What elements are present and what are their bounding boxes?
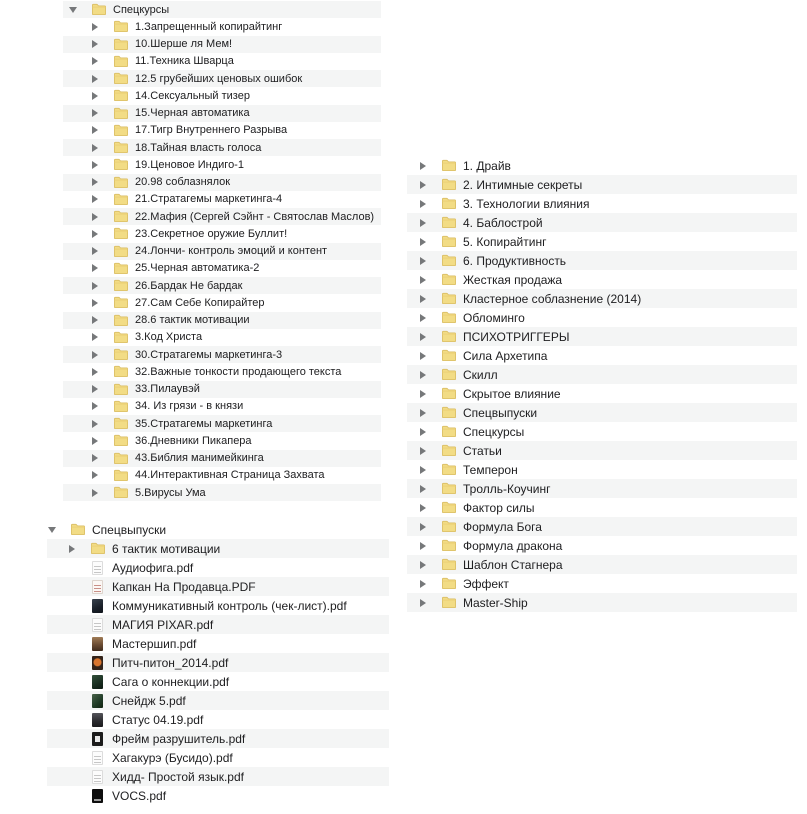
folder-icon bbox=[112, 210, 129, 223]
file-icon bbox=[89, 694, 106, 708]
folder-icon bbox=[112, 141, 129, 154]
disclosure-closed-icon[interactable] bbox=[91, 368, 100, 376]
file-thumbnail-navy bbox=[92, 599, 103, 613]
folder-icon bbox=[69, 523, 86, 536]
disclosure-closed-icon[interactable] bbox=[419, 295, 428, 303]
file-thumbnail-docred bbox=[92, 580, 103, 594]
folder-row[interactable] bbox=[407, 175, 797, 194]
disclosure-closed-icon[interactable] bbox=[91, 437, 100, 445]
folder-icon bbox=[440, 425, 457, 438]
folder-row[interactable] bbox=[407, 498, 797, 517]
folder-row[interactable] bbox=[63, 294, 381, 311]
file-row[interactable] bbox=[47, 672, 389, 691]
file-icon bbox=[89, 637, 106, 651]
file-thumbnail-black bbox=[92, 789, 103, 803]
folder-row[interactable] bbox=[407, 479, 797, 498]
row-label: VOCS.pdf bbox=[112, 788, 167, 803]
row-label: 3.Код Христа bbox=[135, 331, 203, 344]
disclosure-closed-icon[interactable] bbox=[91, 333, 100, 341]
row-label: Скилл bbox=[463, 367, 498, 382]
row-label: 14.Сексуальный тизер bbox=[135, 89, 250, 102]
row-label: 6 тактик мотивации bbox=[112, 541, 221, 556]
folder-icon bbox=[112, 20, 129, 33]
folder-icon bbox=[440, 235, 457, 248]
row-label: Фактор силы bbox=[463, 500, 535, 515]
folder-icon bbox=[112, 55, 129, 68]
file-icon bbox=[89, 580, 106, 594]
disclosure-closed-icon[interactable] bbox=[91, 489, 100, 497]
disclosure-closed-icon[interactable] bbox=[419, 409, 428, 417]
folder-row[interactable] bbox=[63, 105, 381, 122]
row-label: Эффект bbox=[463, 576, 509, 591]
row-label: Шаблон Стагнера bbox=[463, 557, 563, 572]
disclosure-closed-icon[interactable] bbox=[91, 144, 100, 152]
folder-row[interactable] bbox=[407, 555, 797, 574]
disclosure-closed-icon[interactable] bbox=[68, 545, 77, 553]
file-row[interactable] bbox=[47, 558, 389, 577]
folder-row[interactable] bbox=[63, 122, 381, 139]
disclosure-closed-icon[interactable] bbox=[91, 454, 100, 462]
file-row[interactable] bbox=[47, 596, 389, 615]
row-label: Master-Ship bbox=[463, 595, 528, 610]
folder-icon bbox=[112, 38, 129, 51]
file-thumbnail-green2 bbox=[92, 694, 103, 708]
row-label: 26.Бардак Не бардак bbox=[135, 279, 243, 292]
file-row[interactable] bbox=[47, 767, 389, 786]
row-label: Кластерное соблазнение (2014) bbox=[463, 291, 642, 306]
folder-row[interactable] bbox=[407, 327, 797, 346]
row-label: 20.98 соблазнялок bbox=[135, 176, 231, 189]
disclosure-closed-icon[interactable] bbox=[419, 219, 428, 227]
folder-icon bbox=[440, 197, 457, 210]
folder-row[interactable] bbox=[63, 346, 381, 363]
row-label: Аудиофига.pdf bbox=[112, 560, 194, 575]
disclosure-closed-icon[interactable] bbox=[419, 504, 428, 512]
disclosure-closed-icon[interactable] bbox=[91, 126, 100, 134]
disclosure-closed-icon[interactable] bbox=[91, 316, 100, 324]
disclosure-closed-icon[interactable] bbox=[419, 371, 428, 379]
disclosure-closed-icon[interactable] bbox=[91, 195, 100, 203]
row-label: 25.Черная автоматика-2 bbox=[135, 262, 260, 275]
folder-row[interactable] bbox=[407, 403, 797, 422]
folder-row[interactable] bbox=[407, 441, 797, 460]
folder-row[interactable] bbox=[407, 365, 797, 384]
file-thumbnail-doc bbox=[92, 751, 103, 765]
folder-icon bbox=[112, 227, 129, 240]
row-label: 10.Шерше ля Мем! bbox=[135, 38, 233, 51]
row-label: Снейдж 5.pdf bbox=[112, 693, 186, 708]
row-label: 11.Техника Шварца bbox=[135, 55, 234, 68]
disclosure-closed-icon[interactable] bbox=[91, 40, 100, 48]
row-label: МАГИЯ PIXAR.pdf bbox=[112, 617, 214, 632]
folder-icon bbox=[440, 444, 457, 457]
row-label: Питч-питон_2014.pdf bbox=[112, 655, 229, 670]
row-label: 28.6 тактик мотивации bbox=[135, 314, 250, 327]
folder-icon bbox=[90, 3, 107, 16]
folder-icon bbox=[112, 486, 129, 499]
folder-row[interactable] bbox=[407, 251, 797, 270]
file-row[interactable] bbox=[47, 691, 389, 710]
folder-icon bbox=[440, 596, 457, 609]
folder-icon bbox=[112, 193, 129, 206]
folder-icon bbox=[440, 349, 457, 362]
file-thumbnail-dark bbox=[92, 713, 103, 727]
folder-icon bbox=[440, 387, 457, 400]
folder-row[interactable] bbox=[407, 536, 797, 555]
file-row[interactable] bbox=[47, 577, 389, 596]
file-row[interactable] bbox=[47, 710, 389, 729]
disclosure-closed-icon[interactable] bbox=[91, 420, 100, 428]
row-label: Коммуникативный контроль (чек-лист).pdf bbox=[112, 598, 347, 613]
row-label: 5.Вирусы Ума bbox=[135, 486, 206, 499]
speckursy-tree bbox=[63, 1, 381, 501]
row-label: 4. Баблострой bbox=[463, 215, 543, 230]
row-label: 18.Тайная власть голоса bbox=[135, 141, 262, 154]
folder-row[interactable] bbox=[407, 460, 797, 479]
disclosure-closed-icon[interactable] bbox=[419, 162, 428, 170]
disclosure-closed-icon[interactable] bbox=[91, 109, 100, 117]
file-thumbnail-frame bbox=[92, 732, 103, 746]
row-label: Спецкурсы bbox=[463, 424, 525, 439]
folder-icon bbox=[440, 254, 457, 267]
folder-row[interactable] bbox=[407, 517, 797, 536]
row-label: 44.Интерактивная Страница Захвата bbox=[135, 469, 325, 482]
folder-icon bbox=[112, 417, 129, 430]
file-icon bbox=[89, 751, 106, 765]
folder-row[interactable] bbox=[47, 520, 389, 539]
folder-row[interactable] bbox=[407, 574, 797, 593]
file-thumbnail-doc bbox=[92, 770, 103, 784]
folder-icon bbox=[112, 158, 129, 171]
disclosure-closed-icon[interactable] bbox=[91, 213, 100, 221]
folder-icon bbox=[112, 348, 129, 361]
row-label: Статус 04.19.pdf bbox=[112, 712, 204, 727]
row-label: 35.Стратагемы маркетинга bbox=[135, 417, 273, 430]
file-thumbnail-green bbox=[92, 675, 103, 689]
folder-row[interactable] bbox=[407, 156, 797, 175]
row-label: 32.Важные тонкости продающего текста bbox=[135, 365, 342, 378]
disclosure-closed-icon[interactable] bbox=[419, 542, 428, 550]
folder-icon bbox=[112, 452, 129, 465]
folder-row[interactable] bbox=[63, 363, 381, 380]
folder-icon bbox=[112, 434, 129, 447]
file-icon bbox=[89, 675, 106, 689]
file-icon bbox=[89, 561, 106, 575]
row-label: Спецкурсы bbox=[113, 3, 170, 16]
row-label: ПСИХОТРИГГЕРЫ bbox=[463, 329, 570, 344]
folder-icon bbox=[440, 577, 457, 590]
disclosure-closed-icon[interactable] bbox=[91, 57, 100, 65]
folder-icon bbox=[112, 262, 129, 275]
row-label: 15.Черная автоматика bbox=[135, 107, 250, 120]
disclosure-closed-icon[interactable] bbox=[419, 466, 428, 474]
folder-row[interactable] bbox=[63, 87, 381, 104]
folder-icon bbox=[112, 314, 129, 327]
folder-icon bbox=[440, 501, 457, 514]
row-label: 36.Дневники Пикапера bbox=[135, 434, 252, 447]
disclosure-closed-icon[interactable] bbox=[419, 257, 428, 265]
folder-icon bbox=[112, 107, 129, 120]
disclosure-closed-icon[interactable] bbox=[419, 485, 428, 493]
folder-row[interactable] bbox=[407, 194, 797, 213]
disclosure-closed-icon[interactable] bbox=[419, 200, 428, 208]
folder-icon bbox=[440, 178, 457, 191]
folder-icon bbox=[440, 311, 457, 324]
file-thumbnail-doc bbox=[92, 618, 103, 632]
disclosure-closed-icon[interactable] bbox=[91, 178, 100, 186]
disclosure-closed-icon[interactable] bbox=[419, 276, 428, 284]
folder-row[interactable] bbox=[63, 174, 381, 191]
folder-icon bbox=[440, 216, 457, 229]
disclosure-closed-icon[interactable] bbox=[419, 314, 428, 322]
row-label: Тролль-Коучинг bbox=[463, 481, 551, 496]
folder-row[interactable] bbox=[63, 156, 381, 173]
folder-icon bbox=[440, 520, 457, 533]
disclosure-closed-icon[interactable] bbox=[419, 352, 428, 360]
row-label: 17.Тигр Внутреннего Разрыва bbox=[135, 124, 288, 137]
disclosure-closed-icon[interactable] bbox=[419, 333, 428, 341]
folder-icon bbox=[112, 124, 129, 137]
folder-icon bbox=[112, 89, 129, 102]
disclosure-closed-icon[interactable] bbox=[91, 75, 100, 83]
row-label: 2. Интимные секреты bbox=[463, 177, 583, 192]
row-label: Темперон bbox=[463, 462, 518, 477]
disclosure-closed-icon[interactable] bbox=[91, 299, 100, 307]
folder-row[interactable] bbox=[63, 70, 381, 87]
folder-icon bbox=[440, 406, 457, 419]
folder-icon bbox=[112, 400, 129, 413]
disclosure-closed-icon[interactable] bbox=[91, 161, 100, 169]
row-label: Хидд- Простой язык.pdf bbox=[112, 769, 244, 784]
row-label: 22.Мафия (Сергей Сэйнт - Святослав Маслов) bbox=[135, 210, 375, 223]
folder-icon bbox=[440, 159, 457, 172]
row-label: 1.Запрещенный копирайтинг bbox=[135, 20, 283, 33]
row-label: 19.Ценовое Индиго-1 bbox=[135, 158, 244, 171]
folder-row[interactable] bbox=[63, 53, 381, 70]
disclosure-closed-icon[interactable] bbox=[91, 247, 100, 255]
folder-row[interactable] bbox=[407, 289, 797, 308]
folder-icon bbox=[440, 463, 457, 476]
row-label: 12.5 грубейших ценовых ошибок bbox=[135, 72, 303, 85]
file-icon bbox=[89, 599, 106, 613]
file-row[interactable] bbox=[47, 748, 389, 767]
folder-row[interactable] bbox=[63, 312, 381, 329]
disclosure-closed-icon[interactable] bbox=[91, 471, 100, 479]
right-folder-list bbox=[407, 156, 797, 612]
row-label: Статьи bbox=[463, 443, 502, 458]
folder-row[interactable] bbox=[63, 1, 381, 18]
disclosure-closed-icon[interactable] bbox=[419, 390, 428, 398]
row-label: 24.Лончи- контроль эмоций и контент bbox=[135, 245, 328, 258]
folder-row[interactable] bbox=[63, 243, 381, 260]
folder-icon bbox=[112, 469, 129, 482]
disclosure-closed-icon[interactable] bbox=[419, 599, 428, 607]
disclosure-closed-icon[interactable] bbox=[91, 23, 100, 31]
disclosure-closed-icon[interactable] bbox=[419, 523, 428, 531]
disclosure-closed-icon[interactable] bbox=[91, 264, 100, 272]
row-label: Формула Бога bbox=[463, 519, 542, 534]
folder-row[interactable] bbox=[63, 432, 381, 449]
row-label: Хагакурэ (Бусидо).pdf bbox=[112, 750, 233, 765]
row-label: Жесткая продажа bbox=[463, 272, 563, 287]
folder-row[interactable] bbox=[63, 277, 381, 294]
folder-icon bbox=[440, 330, 457, 343]
row-label: Капкан На Продавца.PDF bbox=[112, 579, 256, 594]
file-thumbnail-doc bbox=[92, 561, 103, 575]
file-row[interactable] bbox=[47, 634, 389, 653]
disclosure-closed-icon[interactable] bbox=[419, 447, 428, 455]
file-icon bbox=[89, 618, 106, 632]
folder-row[interactable] bbox=[407, 213, 797, 232]
disclosure-open-icon[interactable] bbox=[48, 526, 57, 533]
folder-row[interactable] bbox=[63, 381, 381, 398]
file-icon bbox=[89, 732, 106, 746]
disclosure-closed-icon[interactable] bbox=[91, 282, 100, 290]
disclosure-closed-icon[interactable] bbox=[419, 238, 428, 246]
folder-row[interactable] bbox=[407, 384, 797, 403]
folder-icon bbox=[112, 365, 129, 378]
row-label: 6. Продуктивность bbox=[463, 253, 567, 268]
folder-row[interactable] bbox=[63, 191, 381, 208]
folder-row[interactable] bbox=[63, 398, 381, 415]
folder-icon bbox=[440, 368, 457, 381]
row-label: Спецвыпуски bbox=[92, 522, 167, 537]
file-icon bbox=[89, 713, 106, 727]
folder-row[interactable] bbox=[407, 593, 797, 612]
disclosure-closed-icon[interactable] bbox=[419, 561, 428, 569]
folder-row[interactable] bbox=[63, 415, 381, 432]
folder-row[interactable] bbox=[63, 260, 381, 277]
folder-row[interactable] bbox=[63, 225, 381, 242]
row-label: Формула дракона bbox=[463, 538, 563, 553]
row-label: 33.Пилаувэй bbox=[135, 383, 200, 396]
folder-row[interactable] bbox=[63, 329, 381, 346]
row-label: 27.Сам Себе Копирайтер bbox=[135, 296, 265, 309]
folder-row[interactable] bbox=[407, 422, 797, 441]
row-label: 21.Стратагемы маркетинга-4 bbox=[135, 193, 283, 206]
folder-row[interactable] bbox=[63, 139, 381, 156]
row-label: Фрейм разрушитель.pdf bbox=[112, 731, 246, 746]
folder-row[interactable] bbox=[47, 539, 389, 558]
folder-icon bbox=[112, 245, 129, 258]
file-row[interactable] bbox=[47, 615, 389, 634]
folder-icon bbox=[112, 383, 129, 396]
row-label: Сила Архетипа bbox=[463, 348, 548, 363]
folder-row[interactable] bbox=[63, 36, 381, 53]
folder-icon bbox=[112, 331, 129, 344]
row-label: 30.Стратагемы маркетинга-3 bbox=[135, 348, 283, 361]
folder-icon bbox=[440, 558, 457, 571]
folder-row[interactable] bbox=[407, 232, 797, 251]
folder-row[interactable] bbox=[63, 450, 381, 467]
folder-row[interactable] bbox=[407, 346, 797, 365]
row-label: Сага о коннекции.pdf bbox=[112, 674, 230, 689]
row-label: 43.Библия манимейкинга bbox=[135, 452, 264, 465]
folder-row[interactable] bbox=[63, 484, 381, 501]
row-label: Спецвыпуски bbox=[463, 405, 538, 420]
folder-icon bbox=[112, 176, 129, 189]
file-row[interactable] bbox=[47, 786, 389, 805]
folder-icon bbox=[112, 296, 129, 309]
folder-icon bbox=[440, 482, 457, 495]
row-label: 3. Технологии влияния bbox=[463, 196, 590, 211]
disclosure-closed-icon[interactable] bbox=[91, 385, 100, 393]
disclosure-closed-icon[interactable] bbox=[419, 580, 428, 588]
disclosure-closed-icon[interactable] bbox=[419, 428, 428, 436]
file-icon bbox=[89, 656, 106, 670]
folder-icon bbox=[112, 279, 129, 292]
disclosure-open-icon[interactable] bbox=[69, 6, 78, 13]
file-icon bbox=[89, 770, 106, 784]
row-label: 5. Копирайтинг bbox=[463, 234, 547, 249]
file-row[interactable] bbox=[47, 653, 389, 672]
folder-row[interactable] bbox=[63, 467, 381, 484]
disclosure-closed-icon[interactable] bbox=[91, 402, 100, 410]
disclosure-closed-icon[interactable] bbox=[91, 230, 100, 238]
row-label: Обломинго bbox=[463, 310, 525, 325]
row-label: 23.Секретное оружие Буллит! bbox=[135, 227, 288, 240]
folder-row[interactable] bbox=[63, 18, 381, 35]
folder-icon bbox=[112, 72, 129, 85]
folder-row[interactable] bbox=[407, 308, 797, 327]
row-label: 1. Драйв bbox=[463, 158, 511, 173]
file-thumbnail-orange bbox=[92, 656, 103, 670]
row-label: 34. Из грязи - в князи bbox=[135, 400, 244, 413]
disclosure-closed-icon[interactable] bbox=[419, 181, 428, 189]
disclosure-closed-icon[interactable] bbox=[91, 92, 100, 100]
disclosure-closed-icon[interactable] bbox=[91, 351, 100, 359]
file-row[interactable] bbox=[47, 729, 389, 748]
file-thumbnail-sepia bbox=[92, 637, 103, 651]
folder-row[interactable] bbox=[407, 270, 797, 289]
file-icon bbox=[89, 789, 106, 803]
specvypuski-tree bbox=[47, 520, 389, 805]
row-label: Скрытое влияние bbox=[463, 386, 561, 401]
folder-icon bbox=[89, 542, 106, 555]
folder-icon bbox=[440, 292, 457, 305]
row-label: Мастершип.pdf bbox=[112, 636, 197, 651]
folder-icon bbox=[440, 273, 457, 286]
folder-row[interactable] bbox=[63, 208, 381, 225]
folder-icon bbox=[440, 539, 457, 552]
